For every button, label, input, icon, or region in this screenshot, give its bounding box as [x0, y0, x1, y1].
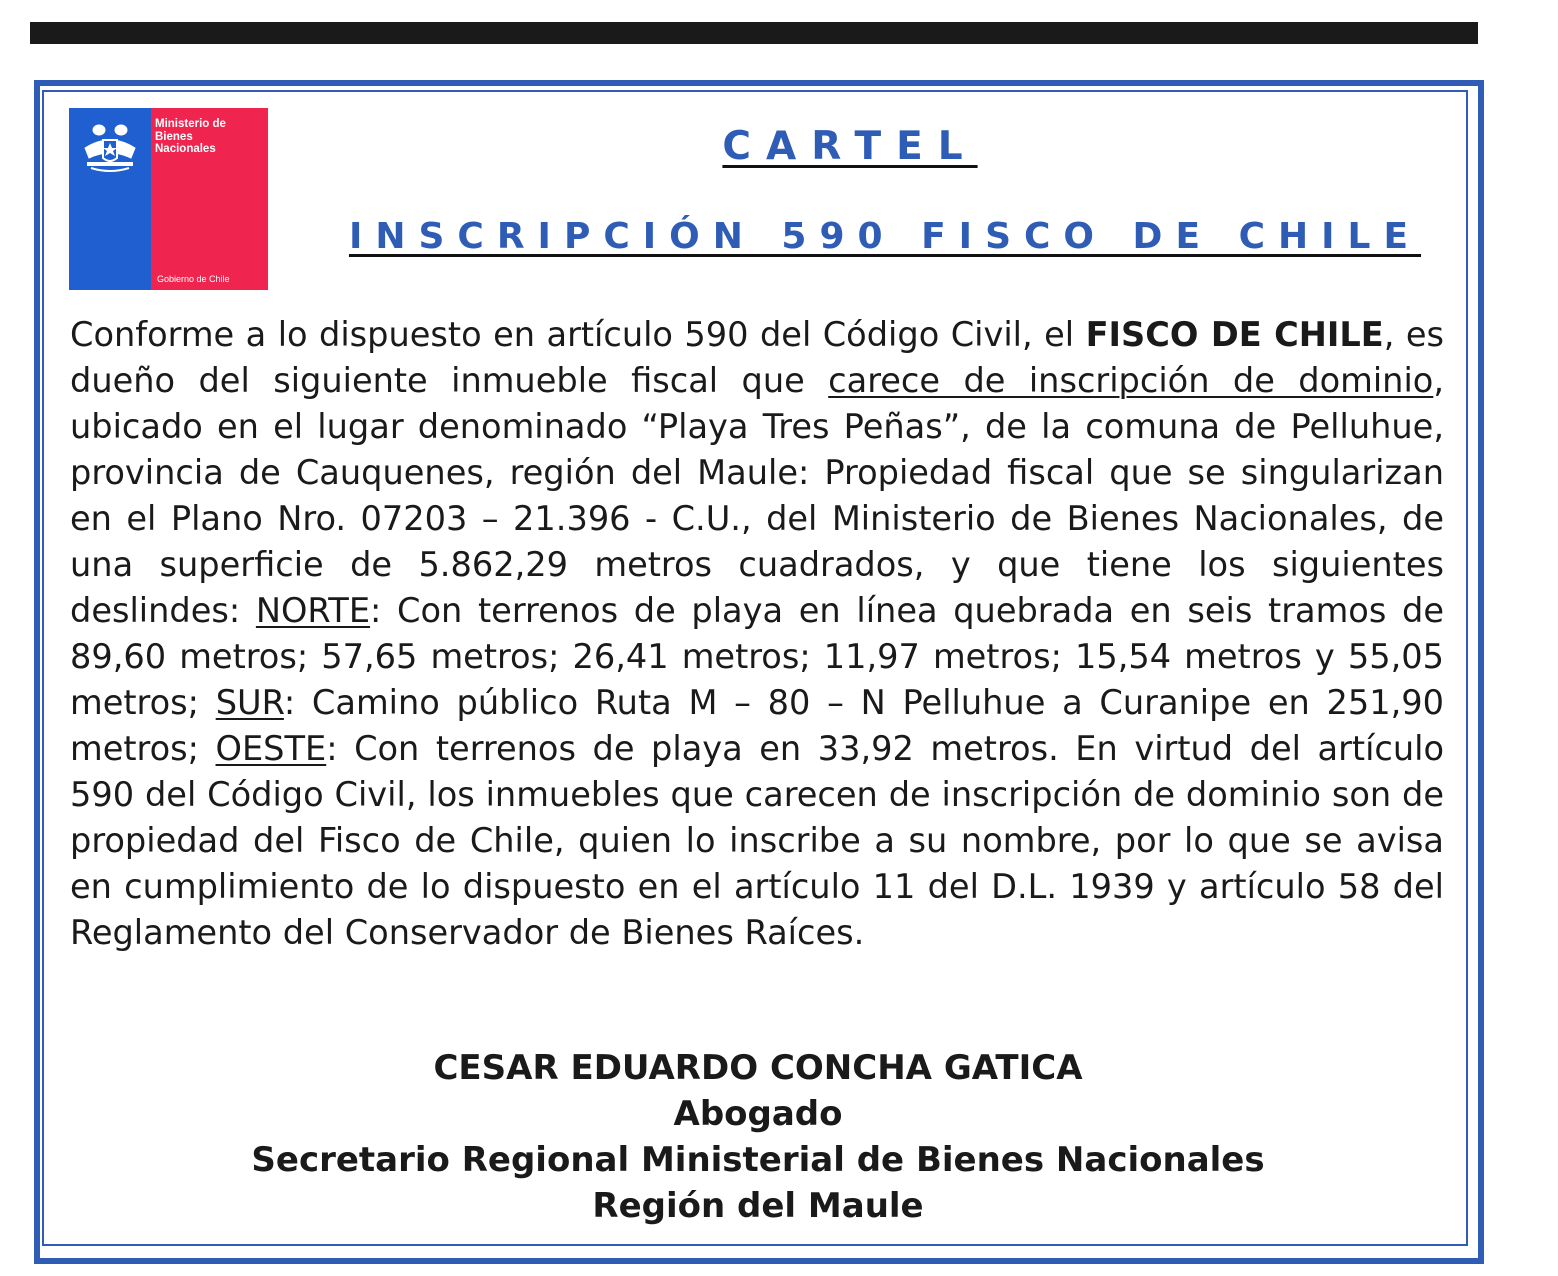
signer-profession: Abogado: [673, 1094, 843, 1134]
boundary-oeste: OESTE: [215, 729, 327, 768]
signer-region: Región del Maule: [592, 1186, 924, 1226]
body-underlined-phrase: carece de inscripción de dominio: [828, 361, 1434, 400]
page-subtitle: INSCRIPCIÓN 590 FISCO DE CHILE: [348, 216, 1422, 257]
boundary-sur: SUR: [215, 683, 284, 722]
ministry-logo: [69, 108, 268, 290]
logo-blue-panel: [69, 108, 151, 290]
logo-government-name: Gobierno de Chile: [157, 274, 230, 284]
body-text-segment: , ubicado en el lugar denominado “Playa Tres Peñas”, de la comuna de Pelluhue, provincia de Cauquenes, región del Maule: Propiedad fiscal que se singularizan en el Plano Nro. 07203 – 21.396 - C.U., del Ministerio de Bienes Nacionales, de una superficie de 5.862,29 metros cuadrados, y que tiene los siguientes deslindes:: [70, 361, 1444, 630]
body-text-segment: : Camino público Ruta M – 80 – N Pelluhue a Curanipe en 251,90 metros;: [70, 683, 1444, 768]
coat-of-arms-icon: [77, 118, 143, 174]
body-bold-fisco: FISCO DE CHILE: [1085, 315, 1384, 354]
logo-ministry-name: Ministerio de Bienes Nacionales: [155, 118, 226, 155]
notice-body: [70, 312, 1444, 956]
body-text-segment: , es dueño del siguiente inmueble fiscal que: [70, 315, 1445, 400]
logo-red-panel: [151, 108, 268, 290]
signer-position: Secretario Regional Ministerial de Bienes Nacionales: [251, 1140, 1265, 1180]
page-title: CARTEL: [722, 124, 978, 169]
signature-block: [60, 1045, 1456, 1229]
body-text-segment: : Con terrenos de playa en línea quebrada en seis tramos de 89,60 metros; 57,65 metros; 26,41 metros; 11,97 metros; 15,54 metros y 55,05 metros;: [70, 591, 1444, 722]
body-text-segment: : Con terrenos de playa en 33,92 metros. En virtud del artículo 590 del Código Civil, los inmuebles que carecen de inscripción de dominio son de propiedad del Fisco de Chile, quien lo inscribe a su nombre, por lo que se avisa en cumplimiento de lo dispuesto en el artículo 11 del D.L. 1939 y artículo 58 del Reglamento del Conservador de Bienes Raíces.: [70, 729, 1445, 952]
boundary-norte: NORTE: [255, 591, 371, 630]
signer-name: CESAR EDUARDO CONCHA GATICA: [433, 1048, 1083, 1088]
body-text-segment: Conforme a lo dispuesto en artículo 590 del Código Civil, el: [70, 315, 1086, 354]
top-rule: [30, 22, 1478, 44]
